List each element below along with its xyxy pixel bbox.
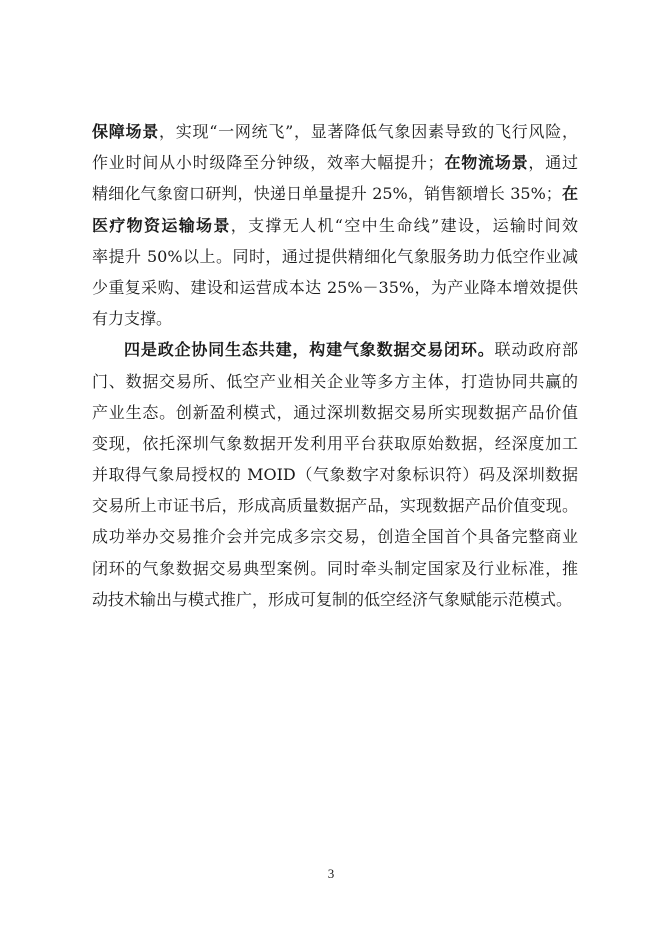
body-text: ，实现“一网统飞”，显著降低气象因素导致的飞行风险， [158, 122, 578, 141]
text-line [92, 241, 578, 272]
document-body [92, 116, 578, 615]
body-text: 交易所上市证书后，形成高质量数据产品，实现数据产品价值变现。 [92, 496, 578, 516]
body-text: 动技术输出与模式推广，形成可复制的低空经济气象赋能示范模式。 [92, 589, 573, 609]
bold-text: 在 [561, 184, 578, 204]
body-text: 变现，依托深圳气象数据开发利用平台获取原始数据，经深度加工 [92, 433, 578, 453]
text-line [92, 178, 578, 209]
body-text: 产业生态。创新盈利模式，通过深圳数据交易所实现数据产品价值 [92, 402, 578, 422]
text-line [92, 428, 578, 459]
body-text: 并取得气象局授权的 MOID（气象数字对象标识符）码及深圳数据 [92, 465, 578, 485]
body-text: 有力支撑。 [92, 309, 173, 329]
body-text: 联动政府部 [494, 340, 578, 360]
text-line [92, 272, 578, 303]
text-line [92, 366, 578, 397]
text-line [92, 553, 578, 584]
text-line [92, 584, 578, 615]
bold-text: 在物流场景 [443, 153, 529, 173]
text-line [92, 116, 578, 147]
body-text: 精细化气象窗口研判，快递日单量提升 25%，销售额增长 35%； [92, 184, 562, 204]
body-text: ，通过 [528, 153, 578, 173]
text-line [92, 334, 578, 365]
paragraph-scenarios [92, 116, 578, 334]
paragraph-ecosystem [92, 334, 578, 615]
body-text: 作业时间从小时级降至分钟级，效率大幅提升； [92, 153, 444, 173]
text-line [92, 147, 578, 178]
text-line [92, 397, 578, 428]
bold-text: 医疗物资运输场景 [92, 215, 231, 235]
body-text: 闭环的气象数据交易典型案例。同时牵头制定国家及行业标准，推 [92, 558, 578, 578]
text-line [92, 303, 578, 334]
text-line [92, 210, 578, 241]
bold-heading-text: 四是政企协同生态共建，构建气象数据交易闭环。 [124, 340, 495, 360]
body-text: 门、数据交易所、低空产业相关企业等多方主体，打造协同共赢的 [92, 371, 578, 391]
body-text: 成功举办交易推介会并完成多宗交易，创造全国首个具备完整商业 [92, 527, 578, 547]
text-line [92, 459, 578, 490]
body-text: ，支撑无人机“空中生命线”建设，运输时间效 [230, 215, 578, 235]
bold-text: 保障场景 [92, 122, 159, 141]
body-text: 率提升 50%以上。同时，通过提供精细化气象服务助力低空作业减 [92, 246, 578, 266]
text-line [92, 490, 578, 521]
body-text: 少重复采购、建设和运营成本达 25%－35%，为产业降本增效提供 [92, 277, 578, 297]
page-number: 3 [327, 866, 335, 881]
text-line [92, 521, 578, 552]
